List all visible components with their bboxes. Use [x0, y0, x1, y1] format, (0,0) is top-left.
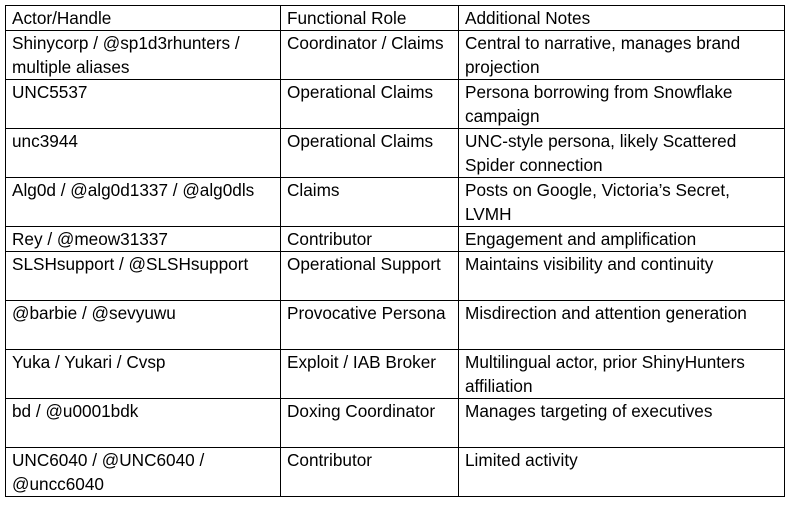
role-cell: Provocative Persona: [281, 301, 459, 350]
table-row: [6, 178, 785, 227]
role-cell: Operational Claims: [281, 129, 459, 178]
actor-cell: @barbie / @sevyuwu: [6, 301, 281, 350]
notes-cell: Multilingual actor, prior ShinyHunters affiliation: [459, 350, 785, 399]
table-row: [6, 31, 785, 80]
notes-cell: Central to narrative, manages brand projection: [459, 31, 785, 80]
table-header-row: [6, 6, 785, 31]
notes-cell: Manages targeting of executives: [459, 399, 785, 448]
actor-cell: Yuka / Yukari / Cvsp: [6, 350, 281, 399]
notes-cell: Maintains visibility and continuity: [459, 252, 785, 301]
role-cell: Doxing Coordinator: [281, 399, 459, 448]
role-cell: Exploit / IAB Broker: [281, 350, 459, 399]
table-row: [6, 350, 785, 399]
table-row: [6, 399, 785, 448]
notes-cell: Persona borrowing from Snowflake campaign: [459, 80, 785, 129]
actor-cell: Alg0d / @alg0d1337 / @alg0dls: [6, 178, 281, 227]
table-row: [6, 129, 785, 178]
role-cell: Claims: [281, 178, 459, 227]
actor-cell: bd / @u0001bdk: [6, 399, 281, 448]
header-additional-notes: Additional Notes: [459, 6, 785, 31]
notes-cell: Misdirection and attention generation: [459, 301, 785, 350]
table-row: [6, 448, 785, 497]
role-cell: Coordinator / Claims: [281, 31, 459, 80]
header-functional-role: Functional Role: [281, 6, 459, 31]
table-row: [6, 227, 785, 252]
table-row: [6, 80, 785, 129]
actor-cell: UNC5537: [6, 80, 281, 129]
role-cell: Operational Support: [281, 252, 459, 301]
notes-cell: Engagement and amplification: [459, 227, 785, 252]
notes-cell: UNC-style persona, likely Scattered Spider connection: [459, 129, 785, 178]
notes-cell: Posts on Google, Victoria’s Secret, LVMH: [459, 178, 785, 227]
actor-cell: unc3944: [6, 129, 281, 178]
role-cell: Operational Claims: [281, 80, 459, 129]
header-actor-handle: Actor/Handle: [6, 6, 281, 31]
actor-cell: Rey / @meow31337: [6, 227, 281, 252]
table-row: [6, 252, 785, 301]
actor-role-table: [5, 5, 785, 497]
notes-cell: Limited activity: [459, 448, 785, 497]
role-cell: Contributor: [281, 227, 459, 252]
actor-cell: Shinycorp / @sp1d3rhunters / multiple aliases: [6, 31, 281, 80]
role-cell: Contributor: [281, 448, 459, 497]
table-row: [6, 301, 785, 350]
actor-cell: SLSHsupport / @SLSHsupport: [6, 252, 281, 301]
actor-cell: UNC6040 / @UNC6040 / @uncc6040: [6, 448, 281, 497]
